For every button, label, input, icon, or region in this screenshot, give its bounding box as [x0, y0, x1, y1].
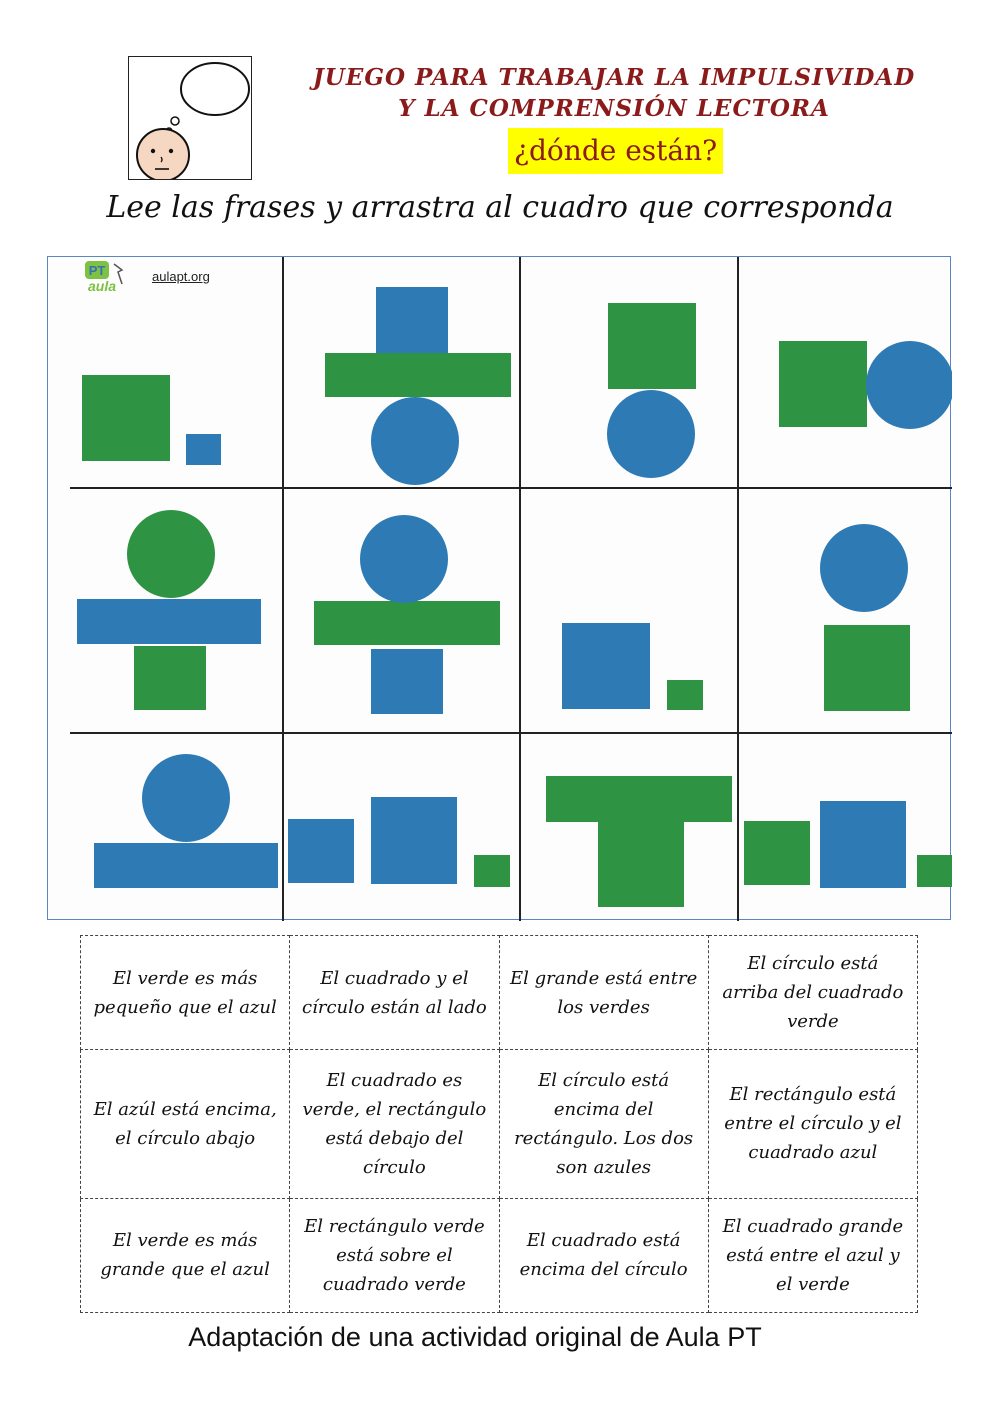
cell-6-blue-circle	[360, 515, 448, 603]
cell-7-green-small-square	[667, 680, 703, 710]
cell-2-green-rectangle	[325, 353, 511, 397]
card-row	[81, 1050, 918, 1199]
cell-1-blue-small-square	[186, 434, 221, 465]
svg-text:aula: aula	[87, 278, 117, 294]
cell-12-blue-square	[820, 801, 906, 888]
cell-6-blue-square	[371, 649, 443, 714]
footer-credit: Adaptación de una actividad original de Aula PT	[188, 1322, 762, 1352]
sentence-card[interactable]: El verde es más grande que el azul	[81, 1198, 290, 1312]
cell-6-green-rectangle	[314, 601, 500, 645]
sentence-card[interactable]: El cuadrado grande está entre el azul y el verde	[708, 1198, 917, 1312]
instruction-text: Lee las frases y arrastra al cuadro que corresponda	[106, 190, 894, 225]
aulapt-link[interactable]: aulapt.org	[152, 269, 210, 284]
sentence-card[interactable]: El rectángulo está entre el círculo y el cuadrado azul	[708, 1050, 917, 1199]
card-row	[81, 936, 918, 1050]
sentence-card[interactable]: El cuadrado y el círculo están al lado	[290, 936, 499, 1050]
sentence-card[interactable]: El círculo está arriba del cuadrado verde	[708, 936, 917, 1050]
sentence-card[interactable]: El azúl está encima, el círculo abajo	[81, 1050, 290, 1199]
cell-5-green-circle	[127, 510, 215, 598]
cell-1-green-square	[82, 375, 170, 461]
thinking-face-pictogram	[128, 56, 252, 180]
aulapt-logo-icon	[84, 260, 130, 294]
cell-9-blue-circle	[142, 754, 230, 842]
cell-4-blue-circle	[866, 341, 952, 429]
cell-8-green-square	[824, 625, 910, 711]
cell-2-blue-square	[376, 287, 448, 353]
title-line-1: JUEGO PARA TRABAJAR LA IMPULSIVIDAD	[312, 64, 916, 91]
sentence-card[interactable]: El cuadrado es verde, el rectángulo está debajo del círculo	[290, 1050, 499, 1199]
title-line-2: Y LA COMPRENSIÓN LECTORA	[398, 95, 830, 122]
shapes-board	[47, 256, 951, 920]
page-subtitle: ¿dónde están?	[508, 128, 723, 174]
cell-3-green-square	[608, 303, 696, 389]
cell-9-blue-rectangle	[94, 843, 278, 888]
svg-text:PT: PT	[88, 263, 106, 278]
page-title	[300, 62, 928, 124]
cell-12-green-small-square	[917, 855, 952, 887]
cell-2-blue-circle	[371, 397, 459, 485]
cell-8-blue-circle	[820, 524, 908, 612]
cell-7-blue-square	[562, 623, 650, 709]
cell-10-blue-large-square	[371, 797, 457, 884]
sentence-cards	[80, 935, 918, 1313]
card-row	[81, 1198, 918, 1312]
cell-5-green-square	[134, 646, 206, 710]
cell-10-blue-square	[288, 819, 354, 883]
cell-12-green-square	[744, 821, 810, 885]
cell-5-blue-rectangle	[77, 599, 261, 644]
sentence-card[interactable]: El grande está entre los verdes	[499, 936, 708, 1050]
cell-11-green-square	[598, 819, 684, 907]
cell-4-green-square	[779, 341, 867, 427]
cell-3-blue-circle	[607, 390, 695, 478]
sentence-card[interactable]: El círculo está encima del rectángulo. Los dos son azules	[499, 1050, 708, 1199]
thinking-face-icon	[129, 57, 251, 179]
cell-11-green-rectangle	[546, 776, 732, 822]
sentence-card[interactable]: El rectángulo verde está sobre el cuadrado verde	[290, 1198, 499, 1312]
sentence-card[interactable]: El verde es más pequeño que el azul	[81, 936, 290, 1050]
shapes-grid	[48, 257, 952, 921]
cell-10-green-small-square	[474, 855, 510, 887]
sentence-card[interactable]: El cuadrado está encima del círculo	[499, 1198, 708, 1312]
